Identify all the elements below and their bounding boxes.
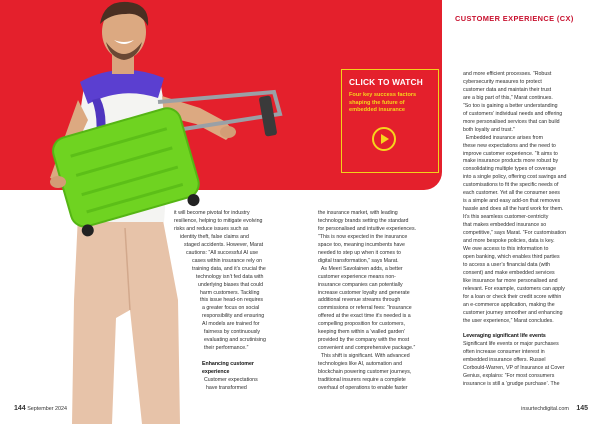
callout-subtitle-line: shaping the future of	[349, 99, 405, 106]
body-text-line: consent) and make embedded services	[463, 269, 555, 276]
subheading-line: experience	[202, 369, 230, 376]
body-text-line: resilience, helping to mitigate evolving	[174, 217, 263, 224]
body-text-line: to access a user’s financial data (with	[463, 261, 551, 268]
body-column-3	[463, 71, 598, 389]
body-text-line: like insurance far more personalised and	[463, 277, 558, 284]
body-text-line: technology isn’t fed data with	[196, 273, 264, 280]
body-text-line: relevant. For example, customers can apply	[463, 285, 565, 292]
body-text-line: hassle and does all the hard work for them.	[463, 206, 564, 213]
body-text-line: traditional insurers require a complete	[318, 377, 406, 384]
body-text-line: insurance companies can potentially	[318, 281, 403, 288]
body-text-line: Embedded insurance arises from	[463, 134, 543, 141]
body-text-line: insurance is still a ‘grudge purchase’. The	[463, 381, 560, 388]
body-text-line: into a single policy, offering cost savings and	[463, 174, 567, 181]
body-text-line: This shift is significant. With advanced	[318, 353, 410, 360]
body-text-line: compelling proposition for customers,	[318, 321, 405, 328]
body-text-line: technology brands setting the standard	[318, 217, 409, 224]
body-text-line: open banking, which enables third parties	[463, 253, 560, 260]
body-text-line: underlying biases that could	[198, 281, 264, 288]
body-text-line: cautions: “All successful AI use	[186, 249, 259, 256]
body-text-line: customer journey smoother and enhancing	[463, 309, 563, 316]
issue-date: September 2024	[27, 406, 68, 412]
body-text-line: often increase consumer interest in	[463, 349, 545, 356]
callout-subtitle	[349, 92, 432, 115]
subheading-line: Enhancing customer	[202, 361, 254, 368]
body-text-line: of customers’ individual needs and offering	[463, 110, 563, 117]
body-text-line: staged accidents. However, Marat	[184, 241, 264, 248]
body-text-line: have transformed	[206, 384, 247, 391]
body-text-line: the insurance market, with leading	[318, 210, 398, 216]
body-text-line: harm customers. Tackling	[200, 289, 260, 296]
body-text-line: each customer. Yet all the consumer sees	[463, 190, 560, 197]
body-text-line: the user experience,” Marat concludes.	[463, 317, 554, 324]
body-text-line: Genius, explains: “For most consumers	[463, 373, 555, 380]
body-text-line: competitive,” says Marat. “For customisation	[463, 230, 566, 237]
body-text-line: provided by the company with the most	[318, 337, 410, 344]
body-text-line: space too, meaning incumbents have	[318, 241, 405, 248]
body-text-line: identity theft, false claims and	[180, 233, 249, 240]
body-text-line: fairness by continuously	[204, 329, 261, 336]
body-text-line: AI models are trained for	[202, 321, 260, 328]
body-text-line: Significant life events or major purchases	[463, 341, 559, 348]
callout-subtitle-line: Four key success factors	[349, 92, 417, 98]
body-text-line: an e-commerce application, making the	[463, 301, 555, 308]
body-text-line: additional revenue streams through	[318, 297, 401, 304]
body-text-line: Corbould-Warren, VP of Insurance at Cover	[463, 365, 565, 372]
body-text-line: and more bespoke policies, data is key.	[463, 238, 555, 245]
body-text-line: is a simple and easy add-on that removes	[463, 198, 561, 205]
body-text-line: digital transformation,” says Marat.	[318, 257, 399, 264]
section-label: CUSTOMER EXPERIENCE (CX)	[455, 14, 574, 23]
body-text-line: We owe access to this information to	[463, 245, 549, 252]
body-text-line: increase customer loyalty and generate	[318, 289, 410, 296]
body-text-line: this issue head-on requires	[200, 297, 264, 304]
body-text-line: consolidating multiple types of coverage	[463, 166, 557, 173]
body-text-line: Customer expectations	[204, 377, 258, 384]
body-text-line: these new expectations and the need to	[463, 142, 556, 149]
body-text-line: It’s this seamless customer-centricity	[463, 214, 549, 221]
body-text-line: both loyalty and trust.”	[463, 126, 515, 133]
body-text-line: for a loan or check their credit score within	[463, 293, 562, 300]
subheading-line: Leveraging significant life events	[463, 333, 546, 340]
play-icon[interactable]	[372, 127, 396, 151]
body-text-line: cases within insurance rely on	[192, 257, 263, 264]
body-text-line: convenient and comprehensive package.”	[318, 345, 416, 352]
body-text-line: a greater focus on social	[202, 305, 260, 312]
body-text-line: cybersecurity measures to protect	[463, 78, 542, 85]
body-text-line	[174, 353, 306, 361]
body-text-line: keeping them within a ‘walled garden’	[318, 329, 406, 336]
page-number-left: 144	[14, 405, 26, 412]
body-text-line: commissions or referral fees: “Insurance	[318, 305, 412, 312]
callout-subtitle-line: embedded insurance	[349, 107, 405, 114]
watch-video-callout[interactable]	[341, 69, 439, 173]
body-text-line: training data, and it’s crucial the	[192, 265, 266, 272]
body-text-line: improve customer experience. “It aims to	[463, 150, 558, 157]
body-text-line: customisations to fit the specific needs of	[463, 182, 559, 189]
body-text-line: needed to step up when it comes to	[318, 249, 401, 256]
body-text-line: overhaul of operations to enable faster	[318, 384, 408, 391]
footer-right	[521, 405, 588, 412]
body-text-line: offered at the exact time it’s needed is a	[318, 313, 411, 320]
body-text-line: it will become pivotal for industry	[174, 210, 250, 216]
body-text-line: their performance.”	[204, 345, 249, 352]
body-text-line: that makes embedded insurance so	[463, 222, 547, 229]
page-number-right: 145	[576, 405, 588, 412]
callout-title[interactable]: CLICK TO WATCH	[349, 77, 423, 87]
body-text-line: for personalised and intuitive experiences.	[318, 225, 417, 232]
footer-left	[14, 405, 67, 412]
body-text-line: make insurance products more robust by	[463, 158, 559, 165]
body-text-line: blockchain powering customer journeys,	[318, 369, 412, 376]
body-text-line: more personalised services that can build	[463, 118, 560, 125]
body-text-line: customer data and maintain their trust	[463, 86, 552, 93]
body-text-line: embedded insurance offers. Russel	[463, 357, 546, 364]
body-text-line: “So too is gaining a better understanding	[463, 102, 558, 109]
body-text-line: evaluating and scrutinising	[204, 337, 266, 344]
body-text-line: risks and reduce issues such as	[174, 225, 249, 232]
body-text-line	[463, 326, 598, 334]
body-text-line: technologies like AI, automation and	[318, 361, 403, 368]
body-column-1	[174, 210, 306, 393]
body-text-line: responsibility and ensuring	[202, 313, 265, 320]
body-column-2	[318, 210, 448, 393]
body-text-line: and more efficient processes. “Robust	[463, 71, 552, 77]
website-link[interactable]: insurtechdigital.com	[521, 406, 569, 412]
body-text-line: customer experience means non-	[318, 273, 396, 280]
body-text-line: “This is now expected in the insurance	[318, 233, 408, 240]
body-text-line: As Meeri Savolainen adds, a better	[318, 265, 403, 272]
body-text-line: are a big part of this,” Marat continues.	[463, 94, 553, 101]
